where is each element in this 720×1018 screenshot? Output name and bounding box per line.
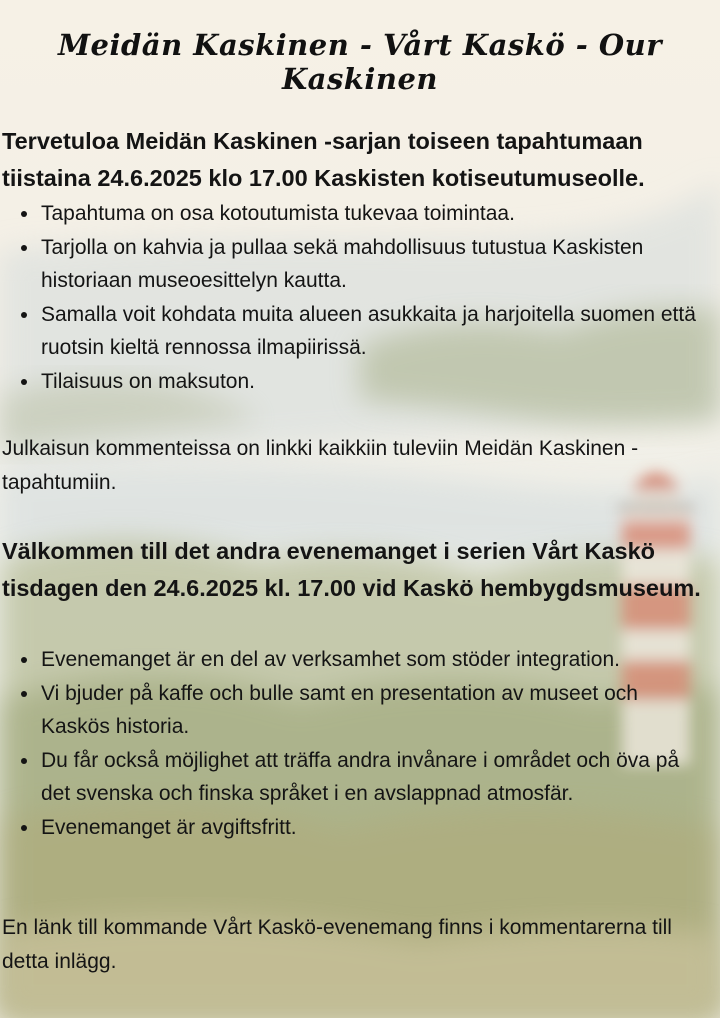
list-item: Tapahtuma on osa kotoutumista tukevaa toimintaa. xyxy=(0,197,712,231)
finnish-lead: Tervetuloa Meidän Kaskinen -sarjan toiseen tapahtumaan tiistaina 24.6.2025 klo 17.00 Kaskisten kotiseutumuseolle. xyxy=(2,128,645,191)
list-item: Tarjolla on kahvia ja pullaa sekä mahdollisuus tutustua Kaskisten historiaan museoesittelyn kautta. xyxy=(0,231,712,298)
finnish-note: Julkaisun kommenteissa on linkki kaikkiin tuleviin Meidän Kaskinen -tapahtumiin. xyxy=(2,437,639,494)
list-item: Du får också möjlighet att träffa andra invånare i området och öva på det svenska och finska språket i en avslappnad atmosfär. xyxy=(0,744,712,811)
finnish-bullet-list xyxy=(0,197,712,398)
page-title: Meidän Kaskinen - Vårt Kaskö - Our Kaskinen xyxy=(57,28,663,96)
list-item: Samalla voit kohdata muita alueen asukkaita ja harjoitella suomen että ruotsin kieltä rennossa ilmapiirissä. xyxy=(0,298,712,365)
list-item: Tilaisuus on maksuton. xyxy=(0,365,712,399)
list-item: Vi bjuder på kaffe och bulle samt en presentation av museet och Kaskös historia. xyxy=(0,677,712,744)
list-item: Evenemanget är avgiftsfritt. xyxy=(0,811,712,845)
list-item: Evenemanget är en del av verksamhet som stöder integration. xyxy=(0,643,712,677)
swedish-note: En länk till kommande Vårt Kaskö-evenemang finns i kommentarerna till detta inlägg. xyxy=(2,916,672,973)
swedish-bullet-list xyxy=(0,643,712,844)
swedish-lead: Välkommen till det andra evenemanget i serien Vårt Kaskö tisdagen den 24.6.2025 kl. 17.00 vid Kaskö hembygdsmuseum. xyxy=(2,538,701,601)
